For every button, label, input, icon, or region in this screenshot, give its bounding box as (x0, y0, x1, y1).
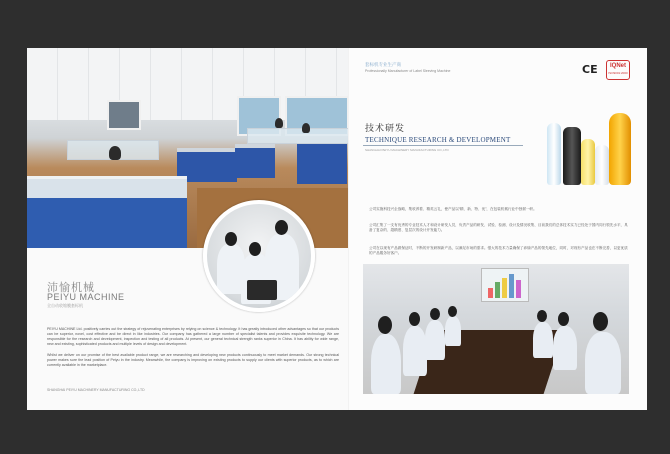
team-photo-circle (203, 200, 315, 312)
page-header-cn: 套标机专业生产商 (365, 62, 401, 67)
ce-mark-icon: CE (582, 63, 598, 76)
cn-paragraph-2: 公司汇集了一支有优秀的专业技术人才和设计研发人员，负责产品的研发、试验、检测、设计及情况收集、目前我们的总体技术实力已经处于国内同行领先水平，具备了复杂的、超精度、复层次的设计开发能力。 (369, 223, 628, 233)
meeting-room-photo (363, 264, 629, 394)
company-logo-subtitle: 全自动收缩膜套标机 (47, 303, 83, 308)
section-title-cn: 技术研发 (365, 124, 406, 134)
page-header-en: Professionally Manufacturer of Label Sleeving Machine (365, 69, 451, 73)
company-logo-cn: 沛愉机械 (47, 281, 95, 294)
section-title-en: TECHNIQUE RESEARCH & DEVELOPMENT (365, 136, 511, 144)
company-logo-en: PEIYU MACHINE (47, 292, 125, 302)
commitment-paragraph: Whilst we deliver on our promise of the best available product range, we are researching and developing new products continuously to meet market demands. Our strong technical power makes sure the lead position of Peiyu in the industry. Meanwhile, the company is improving on existing products to supply our clients with superior products, as to which are currently available in the marketplace. (47, 353, 339, 368)
cn-paragraph-3: 公司在以现有产品做保证时，不断的开发研制新产品，以满足市场的需求。强大的技术力量确保了沛愉产品的领先地位，同时，对现有产品也在不断完善，以更优质的产品服务好客户。 (369, 246, 628, 256)
section-subtitle: SHANGHAI PEIYU MACHINERY MANUFACTURING CO.,LTD (365, 148, 449, 152)
cn-paragraph-1: 公司实施科技兴企战略，集收养着、精英云礼，使产品以“精、新、特、优”，在包装机械行业中独树一帜。 (369, 207, 537, 211)
product-bottles-image (547, 110, 637, 185)
right-page (349, 48, 647, 410)
intro-paragraph: PEIYU MACHINE Ltd. positively carries out the strategy of rejuvenating enterprises by relying on science & technology. It has greatly introduced other advantages so that our products can be superior, novel, cost effective and be direct in like industries. Our company has gathered a large number of specialist talents and provides exquisite technology. We are responsible for the research and development, inspection and testing of all products. At present, our general technical strength ranks superior in China. It has ability for wide range, new and existing, sophisticated products and multiple levels of design and development. (47, 327, 339, 347)
left-page (27, 48, 348, 410)
section-divider (363, 145, 523, 146)
presentation-screen (481, 268, 529, 302)
page-footer: SHANGHAI PEIYU MACHINERY MANUFACTURING CO.,LTD (47, 388, 145, 392)
iso-certification-badge: IQNet ISO9001:2000 (606, 60, 630, 80)
